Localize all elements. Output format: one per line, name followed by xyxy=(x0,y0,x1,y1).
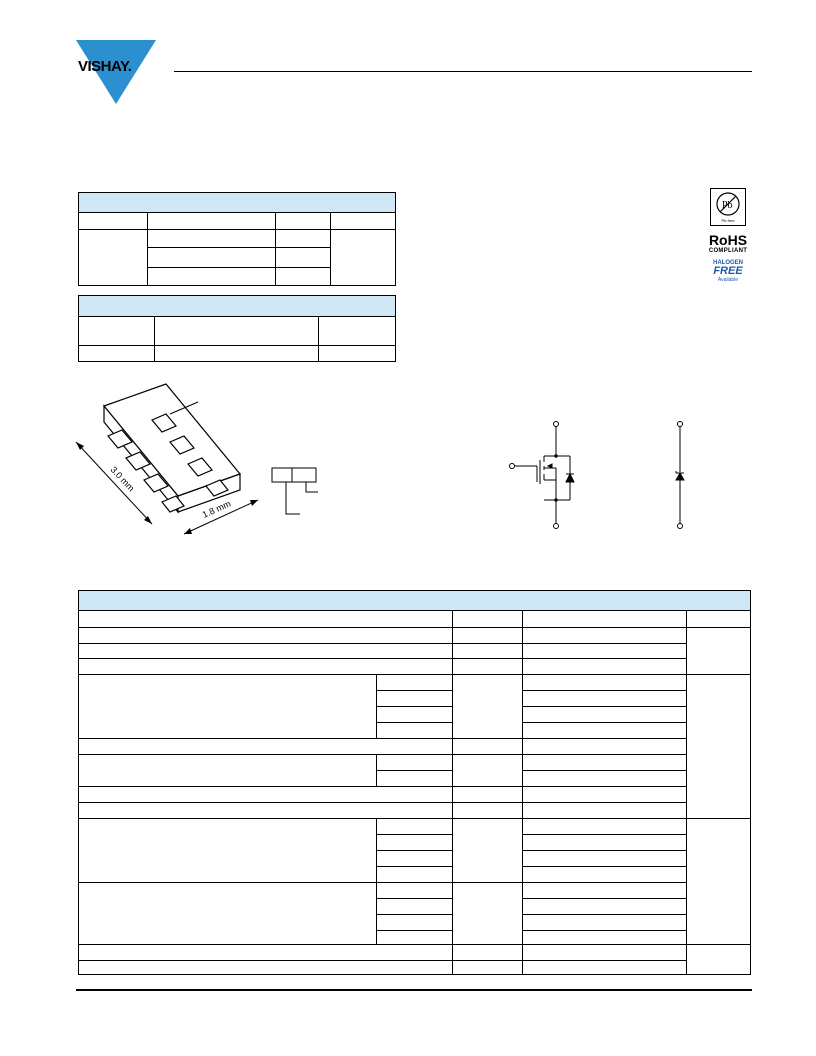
width-dimension: 1.8 mm xyxy=(200,498,233,520)
compliant-label: COMPLIANT xyxy=(708,248,748,254)
header-rule xyxy=(174,71,752,72)
free-label: FREE xyxy=(713,265,743,277)
rohs-label: RoHS xyxy=(708,232,748,248)
pb-free-label: Pb-free xyxy=(721,218,735,223)
vishay-logo-text: VISHAY. xyxy=(78,58,132,75)
schematic-symbols xyxy=(500,418,710,538)
length-dimension: 3.0 mm xyxy=(108,464,137,494)
footer-rule xyxy=(76,989,752,991)
pb-free-icon xyxy=(710,188,746,226)
absolute-maximum-ratings-table xyxy=(78,590,754,980)
ordering-info-table xyxy=(78,295,398,365)
available-label: Available xyxy=(717,277,739,283)
halogen-label: HALOGEN xyxy=(713,260,743,266)
rohs-badge xyxy=(700,188,756,328)
marking-code-drawing xyxy=(268,462,328,522)
pb-symbol: Pb xyxy=(722,200,733,211)
product-summary-table xyxy=(78,192,398,288)
